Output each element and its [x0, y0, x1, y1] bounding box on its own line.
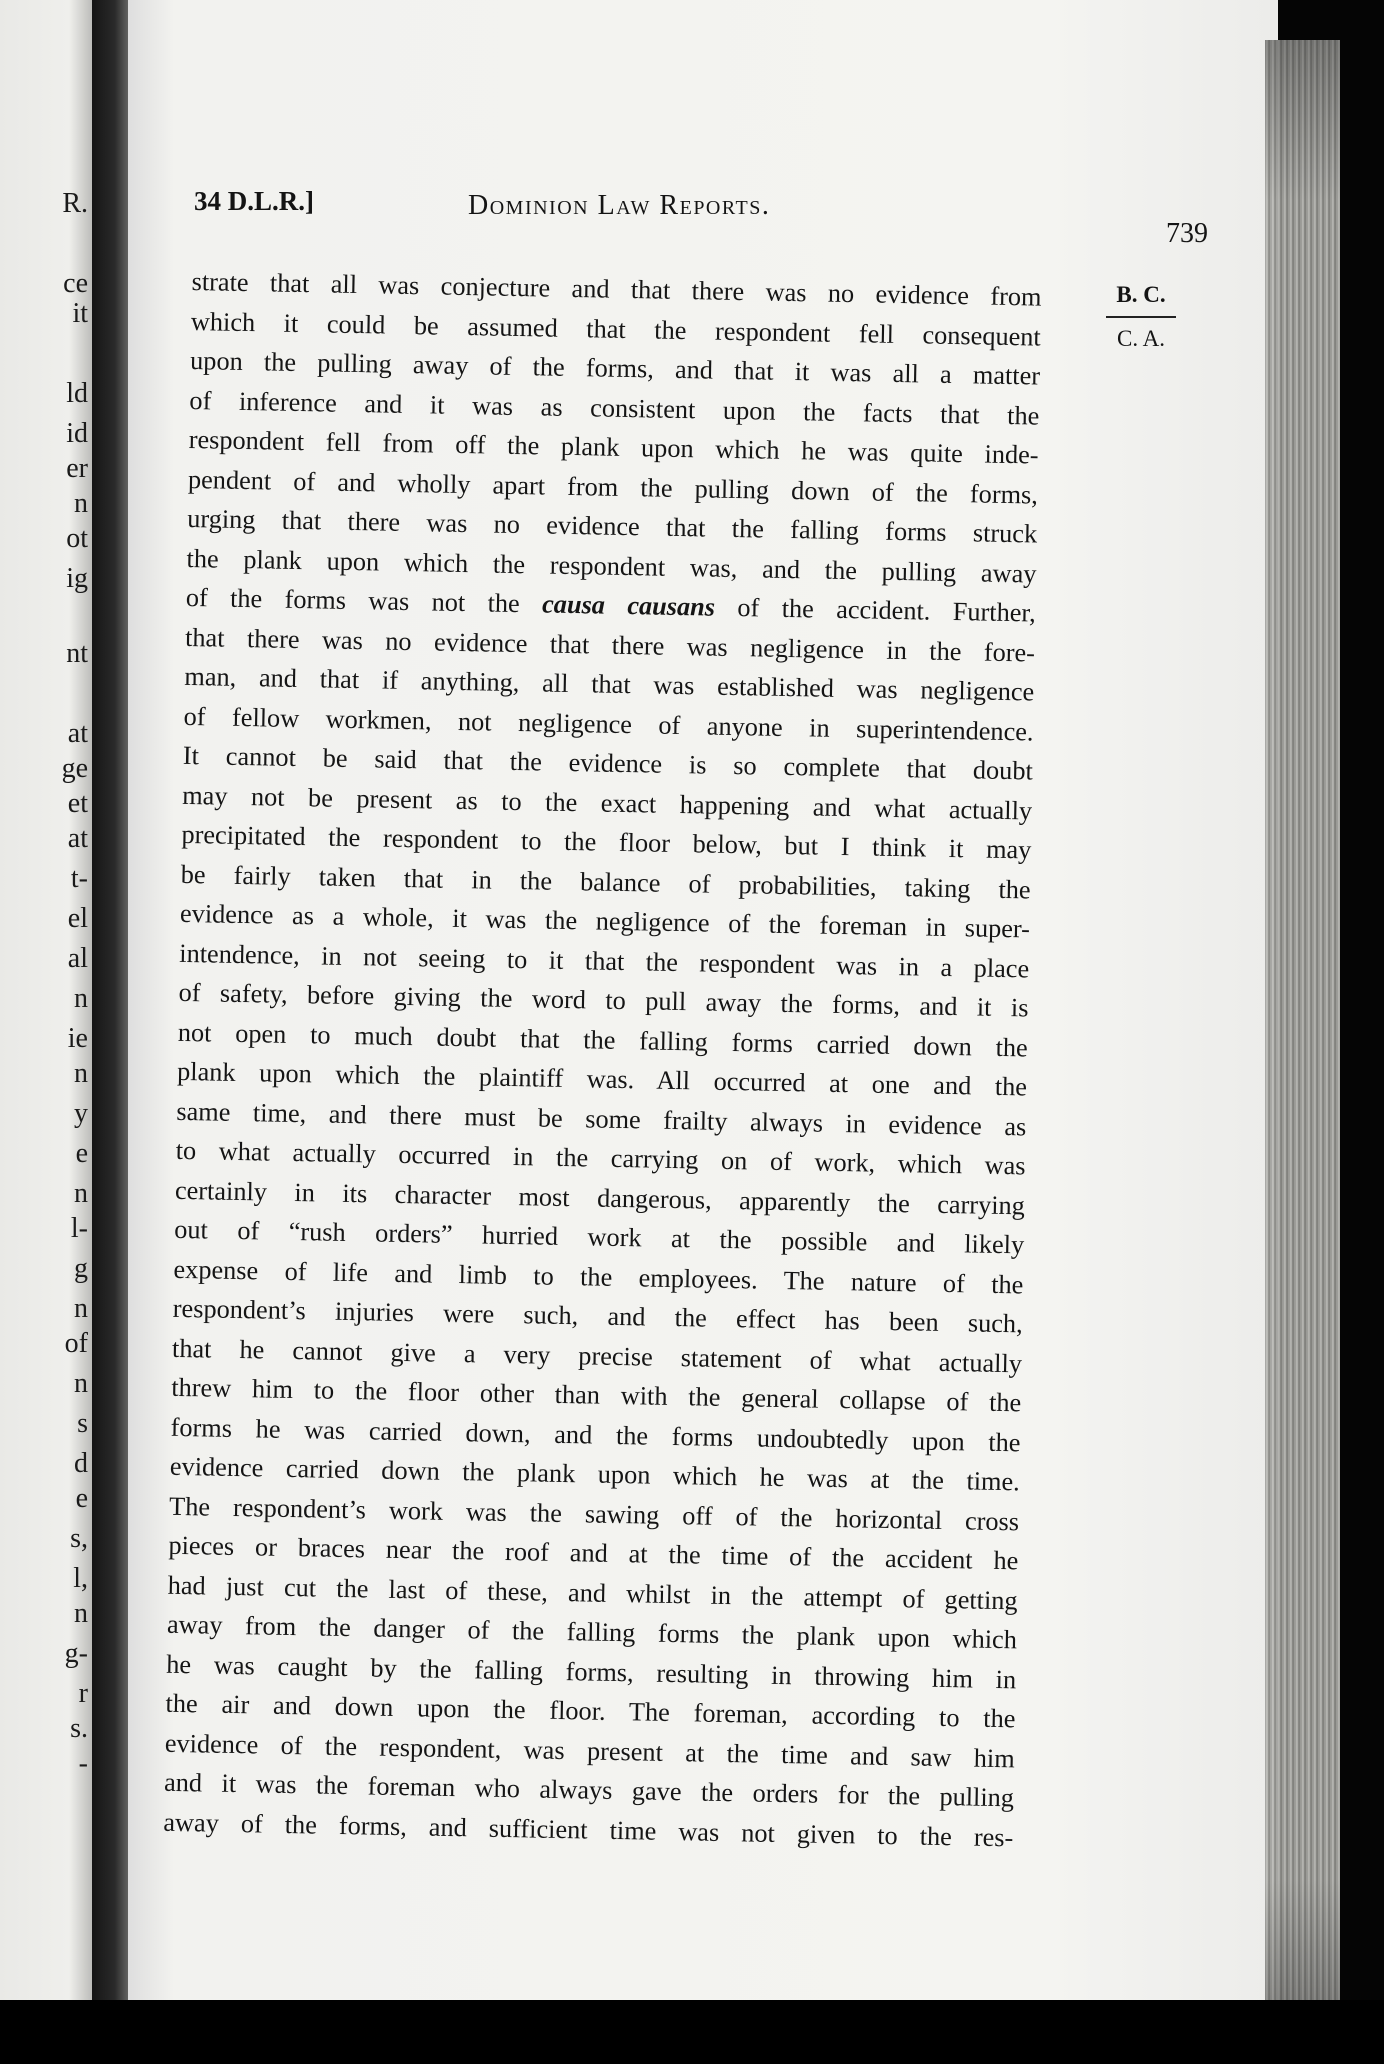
body-line: which it could be assumed that the respondent fell consequent: [190, 306, 1042, 352]
body-line: man, and that if anything, all that was established was negligence: [184, 661, 1035, 707]
previous-page-fragment: ge: [61, 753, 88, 784]
body-line-part: of the accident. Further,: [737, 593, 1036, 628]
body-line: that there was no evidence that there was negligence in the fore-: [184, 622, 1036, 668]
previous-page-fragment: et: [67, 788, 88, 819]
previous-page-fragment: of: [64, 1328, 88, 1359]
body-line: intendence, in not seeing to it that the respondent was in a place: [179, 938, 1030, 983]
previous-page-fragment: el: [67, 903, 88, 934]
previous-page-fragment: l,: [73, 1563, 88, 1594]
body-line: respondent fell from off the plank upon which he was quite inde-: [188, 424, 1039, 470]
previous-page-fragment: e: [75, 1483, 88, 1514]
body-line: that he cannot give a very precise statement of what actually: [171, 1333, 1023, 1378]
body-line: certainly in its character most dangerous, apparently the carrying: [174, 1175, 1026, 1220]
body-line: threw him to the floor other than with the general collapse of the: [171, 1372, 1022, 1418]
body-line: expense of life and limb to the employees. The nature of the: [173, 1254, 1024, 1299]
body-line: he was caught by the falling forms, resulting in throwing him in: [166, 1649, 1017, 1694]
previous-page-fragment: at: [67, 823, 88, 854]
previous-page-fragment: e: [75, 1138, 88, 1169]
previous-page-fragment: t-: [70, 863, 88, 894]
gutter-shadow: [92, 0, 130, 2000]
body-line: strate that all was conjecture and that there was no evidence from: [191, 266, 1042, 312]
scan-bottom-border: [0, 2000, 1384, 2064]
body-line: of inference and it was as consistent upon the facts that the: [189, 385, 1040, 431]
body-line: of safety, before giving the word to pull away the forms, and it is: [178, 977, 1029, 1023]
previous-page-fragment: n: [74, 488, 88, 519]
body-line: precipitated the respondent to the floor below, but I think it may: [181, 819, 1032, 865]
previous-page-fragment: r: [78, 1678, 88, 1709]
previous-page-fragment: s: [77, 1408, 88, 1439]
previous-page-fragment: n: [74, 1058, 88, 1089]
body-line: not open to much doubt that the falling forms carried down the: [177, 1017, 1029, 1062]
page-number: 739: [1166, 218, 1208, 249]
body-line: plank upon which the plaintiff was. All occurred at one and the: [176, 1056, 1028, 1102]
court-appeal: C. A.: [1117, 326, 1165, 351]
body-line: respondent’s injuries were such, and the effect has been such,: [172, 1293, 1023, 1339]
body-line: of fellow workmen, not negligence of anyone in superintendence.: [183, 701, 1034, 746]
body-line: out of “rush orders” hurried work at the possible and likely: [174, 1214, 1025, 1260]
body-line: the plank upon which the respondent was, and the pulling away: [186, 543, 1037, 589]
body-line: forms he was carried down, and the forms undoubtedly upon the: [170, 1412, 1021, 1457]
body-line: had just cut the last of these, and whilst in the attempt of getting: [167, 1570, 1018, 1615]
previous-page-fragment: at: [67, 718, 88, 749]
previous-page-fragment: d: [74, 1448, 88, 1479]
body-line: upon the pulling away of the forms, and that it was all a matter: [189, 345, 1041, 391]
previous-page-fragment: -: [78, 1748, 88, 1779]
previous-page-fragment: ld: [66, 378, 88, 409]
previous-page-fragment: R.: [62, 188, 88, 219]
previous-page-fragment: n: [74, 1293, 88, 1324]
previous-page-fragment: n: [74, 983, 88, 1014]
previous-page-fragment: ie: [67, 1023, 88, 1054]
body-line: evidence of the respondent, was present at the time and saw him: [164, 1728, 1015, 1773]
running-head-volume: 34 D.L.R.]: [194, 186, 314, 216]
body-line: away from the danger of the falling forms the plank upon which: [166, 1609, 1018, 1655]
previous-page-fragment: n: [74, 1598, 88, 1629]
previous-page-fragment: id: [66, 418, 88, 449]
body-line: and it was the foreman who always gave the orders for the pulling: [163, 1767, 1015, 1813]
previous-page-fragment: n: [74, 1178, 88, 1209]
previous-page-fragment: s,: [70, 1523, 88, 1554]
previous-page-fragment: nt: [66, 638, 88, 669]
body-line: pieces or braces near the roof and at the time of the accident he: [168, 1530, 1019, 1576]
previous-page-fragment: l-: [70, 1213, 88, 1244]
previous-page-fragment: er: [66, 453, 88, 484]
previous-page-fragment: s.: [70, 1713, 88, 1744]
body-line: to what actually occurred in the carrying on of work, which was: [175, 1135, 1026, 1181]
body-line: pendent of and wholly apart from the pulling down of the forms,: [187, 464, 1039, 510]
previous-page-fragment: ce: [63, 268, 88, 299]
body-line: away of the forms, and sufficient time was not given to the res-: [163, 1807, 1014, 1852]
book-page: [128, 0, 1278, 2064]
previous-page-edge: [0, 0, 92, 2000]
previous-page-fragment: it: [72, 298, 88, 329]
body-line: evidence as a whole, it was the negligence of the foreman in super-: [179, 898, 1031, 944]
page-edge-stack: [1265, 40, 1340, 2040]
body-line-part: of the forms was not the: [185, 582, 521, 619]
court-margin-note: [1106, 282, 1176, 352]
previous-page-fragment: g: [74, 1253, 88, 1284]
body-line: evidence carried down the plank upon which he was at the time.: [169, 1451, 1021, 1497]
previous-page-fragment: ot: [66, 523, 88, 554]
body-line: be fairly taken that in the balance of probabilities, taking the: [180, 859, 1031, 904]
previous-page-fragment: ig: [66, 563, 88, 594]
body-line: It cannot be said that the evidence is so complete that doubt: [182, 740, 1034, 786]
previous-page-fragment: y: [74, 1098, 88, 1129]
previous-page-fragment: n: [74, 1368, 88, 1399]
running-head-title: Dominion Law Reports.: [468, 190, 771, 221]
previous-page-fragment: g-: [64, 1638, 88, 1669]
body-text: [163, 262, 1042, 1857]
body-line: same time, and there must be some frailty always in evidence as: [176, 1096, 1027, 1141]
previous-page-fragment: al: [67, 943, 88, 974]
body-line: urging that there was no evidence that the falling forms struck: [187, 503, 1038, 549]
body-line: The respondent’s work was the sawing off of the horizontal cross: [168, 1491, 1020, 1536]
body-line: may not be present as to the exact happening and what actually: [181, 780, 1033, 825]
body-line: the air and down upon the floor. The foreman, according to the: [165, 1688, 1016, 1734]
italic-phrase: causa causans: [541, 589, 716, 622]
court-province: B. C.: [1106, 282, 1176, 318]
